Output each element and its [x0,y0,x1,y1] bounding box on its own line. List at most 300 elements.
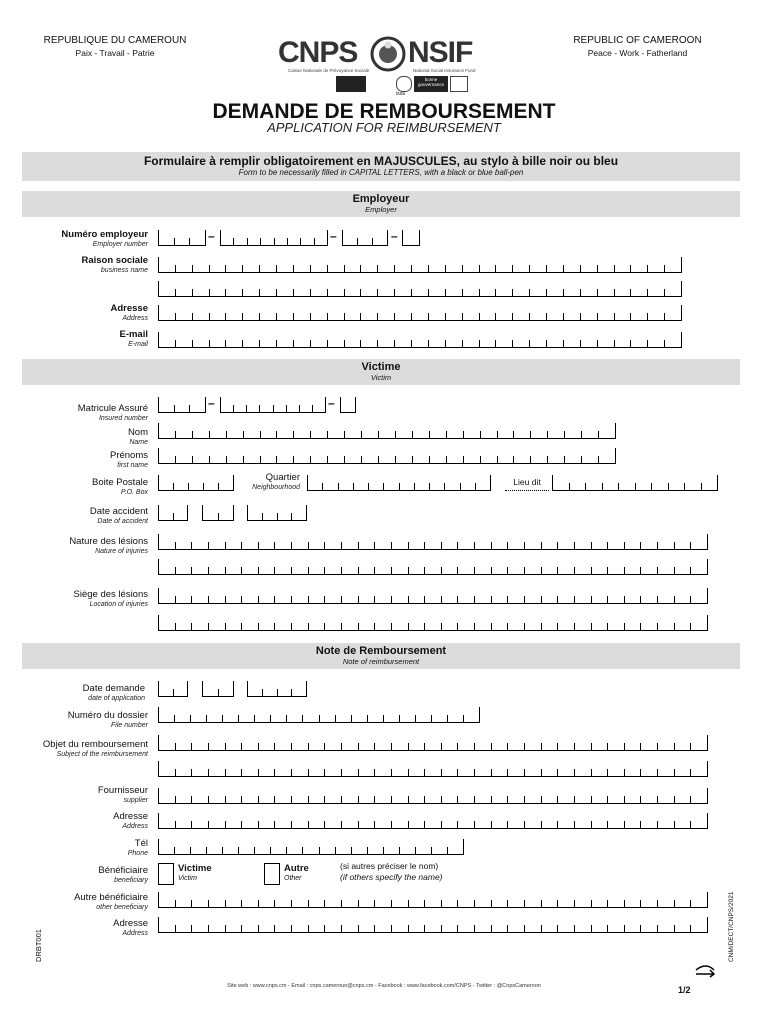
field-tick [495,289,496,296]
field-tick [664,265,665,272]
checkbox-other[interactable] [264,863,280,885]
field-tick [690,821,691,828]
field-tick [225,925,226,932]
field-email[interactable] [158,335,682,348]
field-tick [158,559,159,574]
field-tick [630,340,631,347]
field-tick [657,567,658,574]
field-tick [424,769,425,776]
field-tick [302,715,303,722]
field-tick [574,900,575,907]
field-tick [274,900,275,907]
cnps-logo [278,36,488,98]
field-tick [591,743,592,750]
field-tick [335,715,336,722]
field-tick [441,542,442,549]
field-tick [690,567,691,574]
field-tick [344,431,345,438]
field-tick [624,542,625,549]
field-tick [276,289,277,296]
turn-page-arrow-icon [694,964,718,978]
field-tick [524,743,525,750]
field-tick [247,238,248,245]
field-tick [324,542,325,549]
label-address: Adresse Address [110,303,148,322]
field-tick [411,289,412,296]
field-tick [446,431,447,438]
field-tick [191,796,192,803]
field-tick [175,596,176,603]
field-tick [474,769,475,776]
field-tick [557,925,558,932]
field-tick [574,821,575,828]
field-tick [360,340,361,347]
field-employer-number-2[interactable] [220,233,328,246]
label-business-name: Raison sociale business name [81,255,148,274]
field-tick [479,340,480,347]
field-tick [158,281,159,296]
field-tick [324,925,325,932]
field-tick [209,431,210,438]
field-tick [441,769,442,776]
field-tick [717,475,718,490]
field-tick [358,542,359,549]
label-insured-number: Matricule Assuré Insured number [77,403,148,422]
field-tick [457,821,458,828]
field-tick [377,340,378,347]
field-tick [607,769,608,776]
field-tick [187,681,188,696]
field-tick [241,623,242,630]
field-tick [374,542,375,549]
field-tick [225,340,226,347]
field-injury-location-line2[interactable] [158,618,708,631]
field-employer-number-1[interactable] [158,233,206,246]
field-tick [657,925,658,932]
field-tick [209,289,210,296]
field-tick [668,483,669,490]
separator-dash: – [328,396,335,410]
field-tick [175,313,176,320]
field-tick [209,456,210,463]
field-tick [412,456,413,463]
field-tick [286,847,287,854]
field-tick [674,796,675,803]
issa-badge-label: issa [396,91,405,97]
field-tick [491,796,492,803]
field-tick [497,456,498,463]
field-tick [597,289,598,296]
field-tick [541,821,542,828]
field-tick [529,313,530,320]
field-tick [287,238,288,245]
field-tick [415,715,416,722]
field-tick [291,542,292,549]
field-tick [259,405,260,412]
field-tick [324,623,325,630]
field-tick [241,925,242,932]
field-tick [530,431,531,438]
field-tick [607,900,608,907]
field-tick [399,847,400,854]
field-other-beneficiary[interactable] [158,895,708,908]
field-tick [291,769,292,776]
field-tick [457,596,458,603]
field-insured-number-3[interactable] [340,400,356,413]
field-tick [707,788,708,803]
field-tick [394,340,395,347]
field-tick [681,332,682,347]
field-tick [258,796,259,803]
field-tick [674,542,675,549]
field-tick [270,715,271,722]
field-tick [377,265,378,272]
field-tick [640,596,641,603]
field-tick [158,917,159,932]
field-tick [358,596,359,603]
checkbox-victim[interactable] [158,863,174,885]
field-tick [391,567,392,574]
field-tick [225,542,226,549]
field-tick [507,769,508,776]
field-tick [242,340,243,347]
field-tick [175,769,176,776]
field-tick [191,769,192,776]
field-tick [291,821,292,828]
field-tick [259,289,260,296]
field-tick [192,340,193,347]
field-tick [358,821,359,828]
field-tick [640,567,641,574]
field-tick [258,542,259,549]
section-title-en: Employer [365,205,397,214]
field-injuries-line2[interactable] [158,562,708,575]
field-tick [202,681,203,696]
field-tick [441,925,442,932]
field-tick [624,821,625,828]
field-tick [387,230,388,245]
field-tick [524,796,525,803]
field-tick [158,230,159,245]
field-tick [310,431,311,438]
field-tick [491,567,492,574]
separator-dash: – [208,396,215,410]
field-tick [222,715,223,722]
separator-dash: – [391,229,398,243]
field-subject-line2[interactable] [158,764,708,777]
reference-code: CNM/DECT/CNPS/2021 [728,891,735,962]
field-tick [457,567,458,574]
field-accident-year[interactable] [247,508,307,521]
field-tick [158,761,159,776]
field-tick [341,542,342,549]
section-employer [22,191,740,217]
field-tick [457,542,458,549]
field-tick [308,796,309,803]
label-name: Nom Name [127,427,148,446]
field-tick [291,596,292,603]
instructions-band [22,152,740,181]
label-po-box: Boite Postale P.O. Box [92,477,148,496]
logo-text-cnps: CNPS [278,36,358,69]
field-tick [507,900,508,907]
field-tick [310,456,311,463]
field-tick [591,769,592,776]
field-tick [394,313,395,320]
field-tick [307,475,308,490]
field-tick [158,813,159,828]
field-tick [614,313,615,320]
field-tick [624,900,625,907]
field-tick [372,238,373,245]
field-tick [374,900,375,907]
field-tick [547,431,548,438]
field-tick [574,596,575,603]
field-tick [293,456,294,463]
field-application-year[interactable] [247,684,307,697]
field-tick [431,847,432,854]
field-business-name-line1[interactable] [158,260,682,273]
field-tick [274,542,275,549]
field-tick [158,707,159,722]
field-tick [657,796,658,803]
field-tick [607,743,608,750]
field-tick [276,340,277,347]
field-tick [507,542,508,549]
field-tick [411,340,412,347]
field-tick [563,265,564,272]
field-tick [344,265,345,272]
field-tick [308,821,309,828]
field-tick [524,769,525,776]
field-tick [391,542,392,549]
emblem-icon [370,36,406,76]
field-business-name-line2[interactable] [158,284,682,297]
field-tick [614,289,615,296]
field-phone[interactable] [158,842,464,855]
field-file-number[interactable] [158,710,480,723]
field-tick [690,769,691,776]
field-tick [591,596,592,603]
field-tick [233,505,234,520]
field-tick [580,265,581,272]
field-tick [457,743,458,750]
field-tick [286,405,287,412]
field-tick [367,715,368,722]
field-accident-month[interactable] [202,508,234,521]
field-tick [408,796,409,803]
field-tick [254,847,255,854]
field-employer-number-3[interactable] [342,233,388,246]
field-tick [681,257,682,272]
field-tick [324,821,325,828]
field-tick [158,788,159,803]
field-tick [557,596,558,603]
field-tick [291,743,292,750]
field-tick [624,623,625,630]
field-tick [293,313,294,320]
field-tick [233,238,234,245]
field-tick [225,567,226,574]
field-tick [635,483,636,490]
field-tick [574,743,575,750]
field-tick [690,900,691,907]
field-tick [614,340,615,347]
section-title-en: Victim [370,373,392,382]
field-tick [462,340,463,347]
label-neighbourhood: Quartier Neighbourhood [252,472,300,491]
field-tick [260,431,261,438]
field-tick [408,769,409,776]
field-tick [391,821,392,828]
field-tick [664,313,665,320]
field-tick [512,313,513,320]
field-tick [259,265,260,272]
field-tick [367,847,368,854]
field-tick [191,743,192,750]
field-tick [158,475,159,490]
field-tick [647,289,648,296]
field-tick [319,847,320,854]
field-tick [395,431,396,438]
field-tick [674,567,675,574]
field-tick [222,847,223,854]
field-tick [258,769,259,776]
field-tick [640,769,641,776]
field-tick [507,567,508,574]
field-tick [690,542,691,549]
certification-badge-icon [450,76,468,92]
field-tick [158,305,159,320]
field-beneficiary-address[interactable] [158,920,708,933]
field-tick [624,596,625,603]
field-tick [299,405,300,412]
field-tick [541,900,542,907]
field-tick [557,743,558,750]
field-tick [225,769,226,776]
field-tick [341,796,342,803]
field-tick [276,313,277,320]
field-place[interactable] [552,478,718,491]
field-tick [293,265,294,272]
field-po-box[interactable] [158,478,234,491]
field-tick [408,567,409,574]
field-tick [424,596,425,603]
field-name[interactable] [158,426,616,439]
field-tick [174,405,175,412]
field-tick [327,431,328,438]
field-tick [351,847,352,854]
field-tick [563,340,564,347]
field-tick [310,313,311,320]
field-tick [175,340,176,347]
field-tick [158,588,159,603]
field-tick [192,289,193,296]
field-tick [630,313,631,320]
field-tick [258,623,259,630]
field-tick [541,796,542,803]
field-tick [640,925,641,932]
field-injury-location-line1[interactable] [158,591,708,604]
field-tick [308,925,309,932]
field-tick [391,900,392,907]
field-accident-day[interactable] [158,508,188,521]
field-tick [190,847,191,854]
field-insured-number-1[interactable] [158,400,206,413]
label-beneficiary-address: Adresse Address [113,918,148,937]
field-tick [225,623,226,630]
label-other-beneficiary: Autre bénéficiaire other beneficiary [74,892,148,911]
field-application-month[interactable] [202,684,234,697]
field-tick [607,796,608,803]
field-supplier[interactable] [158,791,708,804]
field-tick [524,821,525,828]
field-neighbourhood[interactable] [307,478,491,491]
field-tick [233,681,234,696]
field-application-day[interactable] [158,684,188,697]
field-injuries-line1[interactable] [158,537,708,550]
label-injury-location: Siège des lésions Location of injuries [73,589,148,608]
field-tick [319,715,320,722]
field-tick [640,900,641,907]
field-tick [274,596,275,603]
field-tick [424,743,425,750]
label-first-name: Prénoms first name [109,450,148,469]
field-tick [302,847,303,854]
field-tick [274,769,275,776]
field-tick [474,925,475,932]
field-insured-number-2[interactable] [220,400,326,413]
field-tick [479,289,480,296]
field-tick [657,743,658,750]
field-tick [258,900,259,907]
field-tick [378,431,379,438]
field-first-name[interactable] [158,451,616,464]
field-tick [624,796,625,803]
field-tick [203,483,204,490]
field-tick [308,596,309,603]
field-employer-number-4[interactable] [402,233,420,246]
field-tick [524,900,525,907]
field-tick [547,456,548,463]
field-supplier-address[interactable] [158,816,708,829]
field-subject-line1[interactable] [158,738,708,751]
field-tick [491,596,492,603]
field-tick [394,265,395,272]
field-tick [308,623,309,630]
separator-dash: – [330,229,337,243]
field-tick [175,567,176,574]
field-tick [226,456,227,463]
header-left [40,35,190,59]
field-tick [158,735,159,750]
field-tick [474,821,475,828]
field-tick [569,483,570,490]
label-accident-date: Date accident Date of accident [89,506,148,525]
field-tick [495,313,496,320]
field-tick [564,431,565,438]
field-tick [174,715,175,722]
option-victim-label: Victime Victim [178,863,212,882]
field-address[interactable] [158,308,682,321]
field-tick [308,743,309,750]
field-tick [524,542,525,549]
field-tick [580,313,581,320]
field-tick [306,505,307,520]
field-tick [258,925,259,932]
label-application-date: Date demande date of application [82,683,145,702]
field-tick [158,615,159,630]
